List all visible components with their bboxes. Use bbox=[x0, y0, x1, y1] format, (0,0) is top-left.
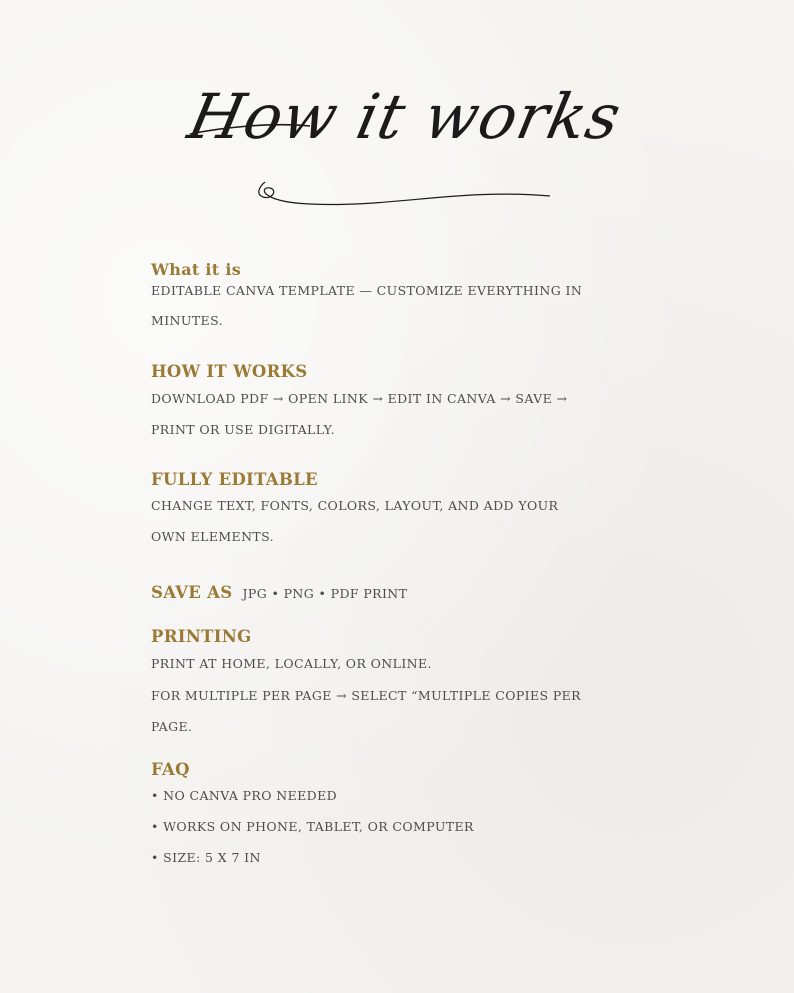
body-line: PRINT AT HOME, LOCALLY, OR ONLINE. bbox=[151, 656, 432, 671]
body-line: FOR MULTIPLE PER PAGE → SELECT “MULTIPLE COPIES PER bbox=[151, 688, 581, 703]
section-faq bbox=[151, 760, 651, 874]
body-line: PRINT OR USE DIGITALLY. bbox=[151, 422, 336, 437]
body-line: DOWNLOAD PDF → OPEN LINK → EDIT IN CANVA → SAVE → bbox=[151, 391, 568, 406]
title-script: How it works bbox=[182, 80, 628, 153]
page-title bbox=[160, 62, 628, 222]
heading-faq: FAQ bbox=[151, 760, 190, 779]
faq-item: • WORKS ON PHONE, TABLET, OR COMPUTER bbox=[151, 819, 474, 834]
heading-fully-editable: FULLY EDITABLE bbox=[151, 470, 318, 489]
section-printing bbox=[151, 627, 651, 743]
faq-item: • SIZE: 5 X 7 IN bbox=[151, 850, 261, 865]
heading-what-it-is: What it is bbox=[151, 260, 242, 279]
section-fully-editable bbox=[151, 470, 651, 552]
save-formats: JPG • PNG • PDF PRINT bbox=[242, 586, 408, 601]
body-line: MINUTES. bbox=[151, 313, 223, 328]
section-how-it-works bbox=[151, 362, 651, 444]
heading-how-it-works: HOW IT WORKS bbox=[151, 362, 308, 381]
body-line: CHANGE TEXT, FONTS, COLORS, LAYOUT, AND ADD YOUR bbox=[151, 498, 559, 513]
heading-save-as: SAVE AS bbox=[151, 583, 233, 602]
body-line: EDITABLE CANVA TEMPLATE — CUSTOMIZE EVERYTHING IN bbox=[151, 283, 583, 298]
section-what-it-is bbox=[151, 260, 651, 340]
section-save-as bbox=[151, 583, 651, 604]
body-line: PAGE. bbox=[151, 719, 193, 734]
body-line: OWN ELEMENTS. bbox=[151, 529, 275, 544]
faq-item: • NO CANVA PRO NEEDED bbox=[151, 788, 338, 803]
heading-printing: PRINTING bbox=[151, 627, 252, 646]
